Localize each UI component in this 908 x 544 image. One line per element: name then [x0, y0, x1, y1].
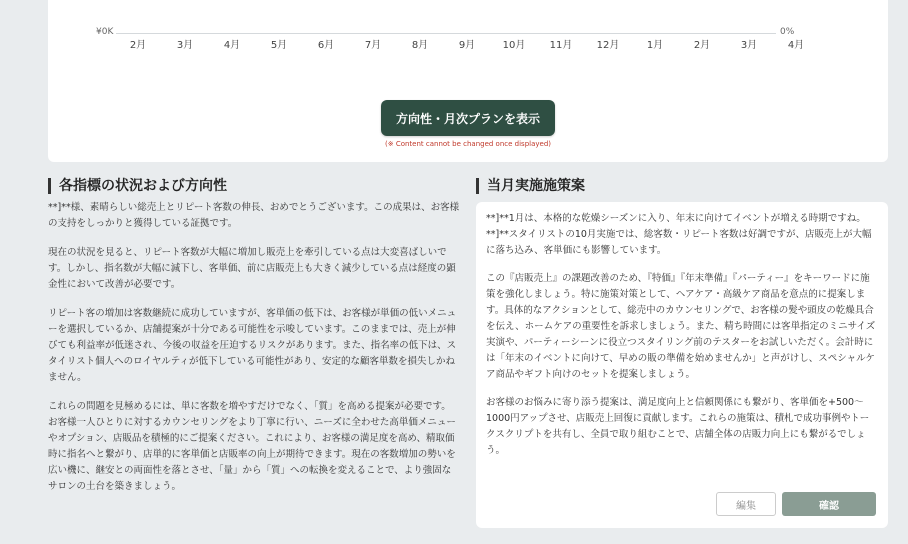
x-tick-label: 10月: [502, 40, 526, 51]
x-tick-label: 4月: [787, 40, 805, 51]
x-tick-label: 1月: [646, 40, 664, 51]
x-tick-label: 2月: [693, 40, 711, 51]
right-paragraph: お客様のお悩みに寄り添う提案は、満足度向上と信頼関係にも繋がり、客単価を+500〜1000円アップさせ、店販売上回復に貢献します。これらの施策は、積札で成功事例やトークスクリプトを共有し、全員で取り組むことで、店舗全体の店販力向上にも繋がるでしょう。: [486, 397, 870, 456]
left-paragraph: これらの問題を見極めるには、単に客数を増やすだけでなく、「質」を高める提案が必要です。お客様一人ひとりに対するカウンセリングをより丁寧に行い、ニーズに全わせた高単価メニューやオプション、店販品を積極的にご提案ください。これにより、お客様の満足度を高め、精取価時に指名へと繋がり、店単的に客単価と店販率の向上が期待できます。現在の客数増加の勢いを広い機に、継安との両面性を落とさせ、「量」から「質」への転換を変えることで、より強固なサロンの土台を築きましょう。: [48, 401, 456, 492]
x-tick-label: 3月: [176, 40, 194, 51]
left-section-title: 各指標の状況および方向性: [48, 178, 227, 194]
x-tick-label: 9月: [458, 40, 476, 51]
chart-card: [48, 0, 888, 162]
confirm-button[interactable]: 確認: [782, 492, 876, 516]
status-direction-panel: [48, 200, 460, 530]
warning-note: (※ Content cannot be changed once displayed): [385, 140, 551, 148]
chart-baseline: [116, 33, 776, 34]
x-tick-label: 12月: [596, 40, 620, 51]
right-section-title: 当月実施施策案: [476, 178, 585, 194]
right-paragraph: **]**1月は、本格的な乾燥シーズンに入り、年末に向けてイベントが増える時期ですね。**]**スタイリストの10月実施では、総客数・リピート客数は好調ですが、店販売上が大幅に落ち込み、客単価にも影響しています。: [486, 213, 872, 256]
left-paragraph: リピート客の増加は客数継続に成功していますが、客単価の低下は、お客様が単価の低いメニューを選択しているか、店舗提案が十分である可能性を示唆しています。このままでは、売上が伸びても利益率が低迷され、今後の収益を圧迫するリスクがあります。また、指名率の低下は、スタイリスト個人へのロイヤルティが低下している可能性があり、安定的な顧客単数を損失しかねません。: [48, 308, 457, 383]
x-tick-label: 6月: [317, 40, 335, 51]
y-axis-right-tick: 0%: [780, 27, 795, 37]
left-paragraph: 現在の状況を見ると、リピート客数が大幅に増加し販売上を牽引している点は大変喜ばしいです。しかし、指名数が大幅に減下し、客単価、前に店販売上も大きく減少している点は経度の顕金性において改善が必要です。: [48, 247, 456, 290]
show-plan-button[interactable]: 方向性・月次プランを表示: [381, 100, 555, 136]
x-tick-label: 3月: [740, 40, 758, 51]
x-tick-label: 7月: [364, 40, 382, 51]
edit-button[interactable]: 編集: [716, 492, 776, 516]
x-tick-label: 11月: [549, 40, 573, 51]
x-tick-label: 4月: [223, 40, 241, 51]
action-buttons: [476, 492, 888, 516]
x-tick-label: 8月: [411, 40, 429, 51]
y-axis-left-tick: ¥0K: [96, 27, 114, 37]
right-paragraph: この『店販売上』の課題改善のため、『特価』『年末準備』『パーティー』をキーワードに施策を強化しましょう。特に施策対策として、ヘアケア・高級ケア商品を意点的に提案します。具体的なアクションとして、総売中のカウンセリングで、お客様の髪や頭皮の乾燥具合を伝え、ホームケアの重要性を訴求しましょう。また、精ち時間には客単指定のミニサイズ実演や、パーティーシーンに役立つスタイリング前のテスターをお試しいただく。会計時には「年末のイベントに向けて、早めの販の準備を始めませんか」と声がけし、スペシャルケア商品やギフト向けのセットを提案しましょう。: [486, 273, 876, 380]
left-paragraph: **]**様、素晴らしい総売上とリピート客数の伸長、おめでとうございます。この成果は、お客様の支持をしっかりと獲得している証拠です。: [48, 202, 460, 229]
monthly-measures-card: [476, 202, 888, 528]
x-tick-label: 2月: [129, 40, 147, 51]
x-tick-label: 5月: [270, 40, 288, 51]
chart: [48, 0, 888, 60]
